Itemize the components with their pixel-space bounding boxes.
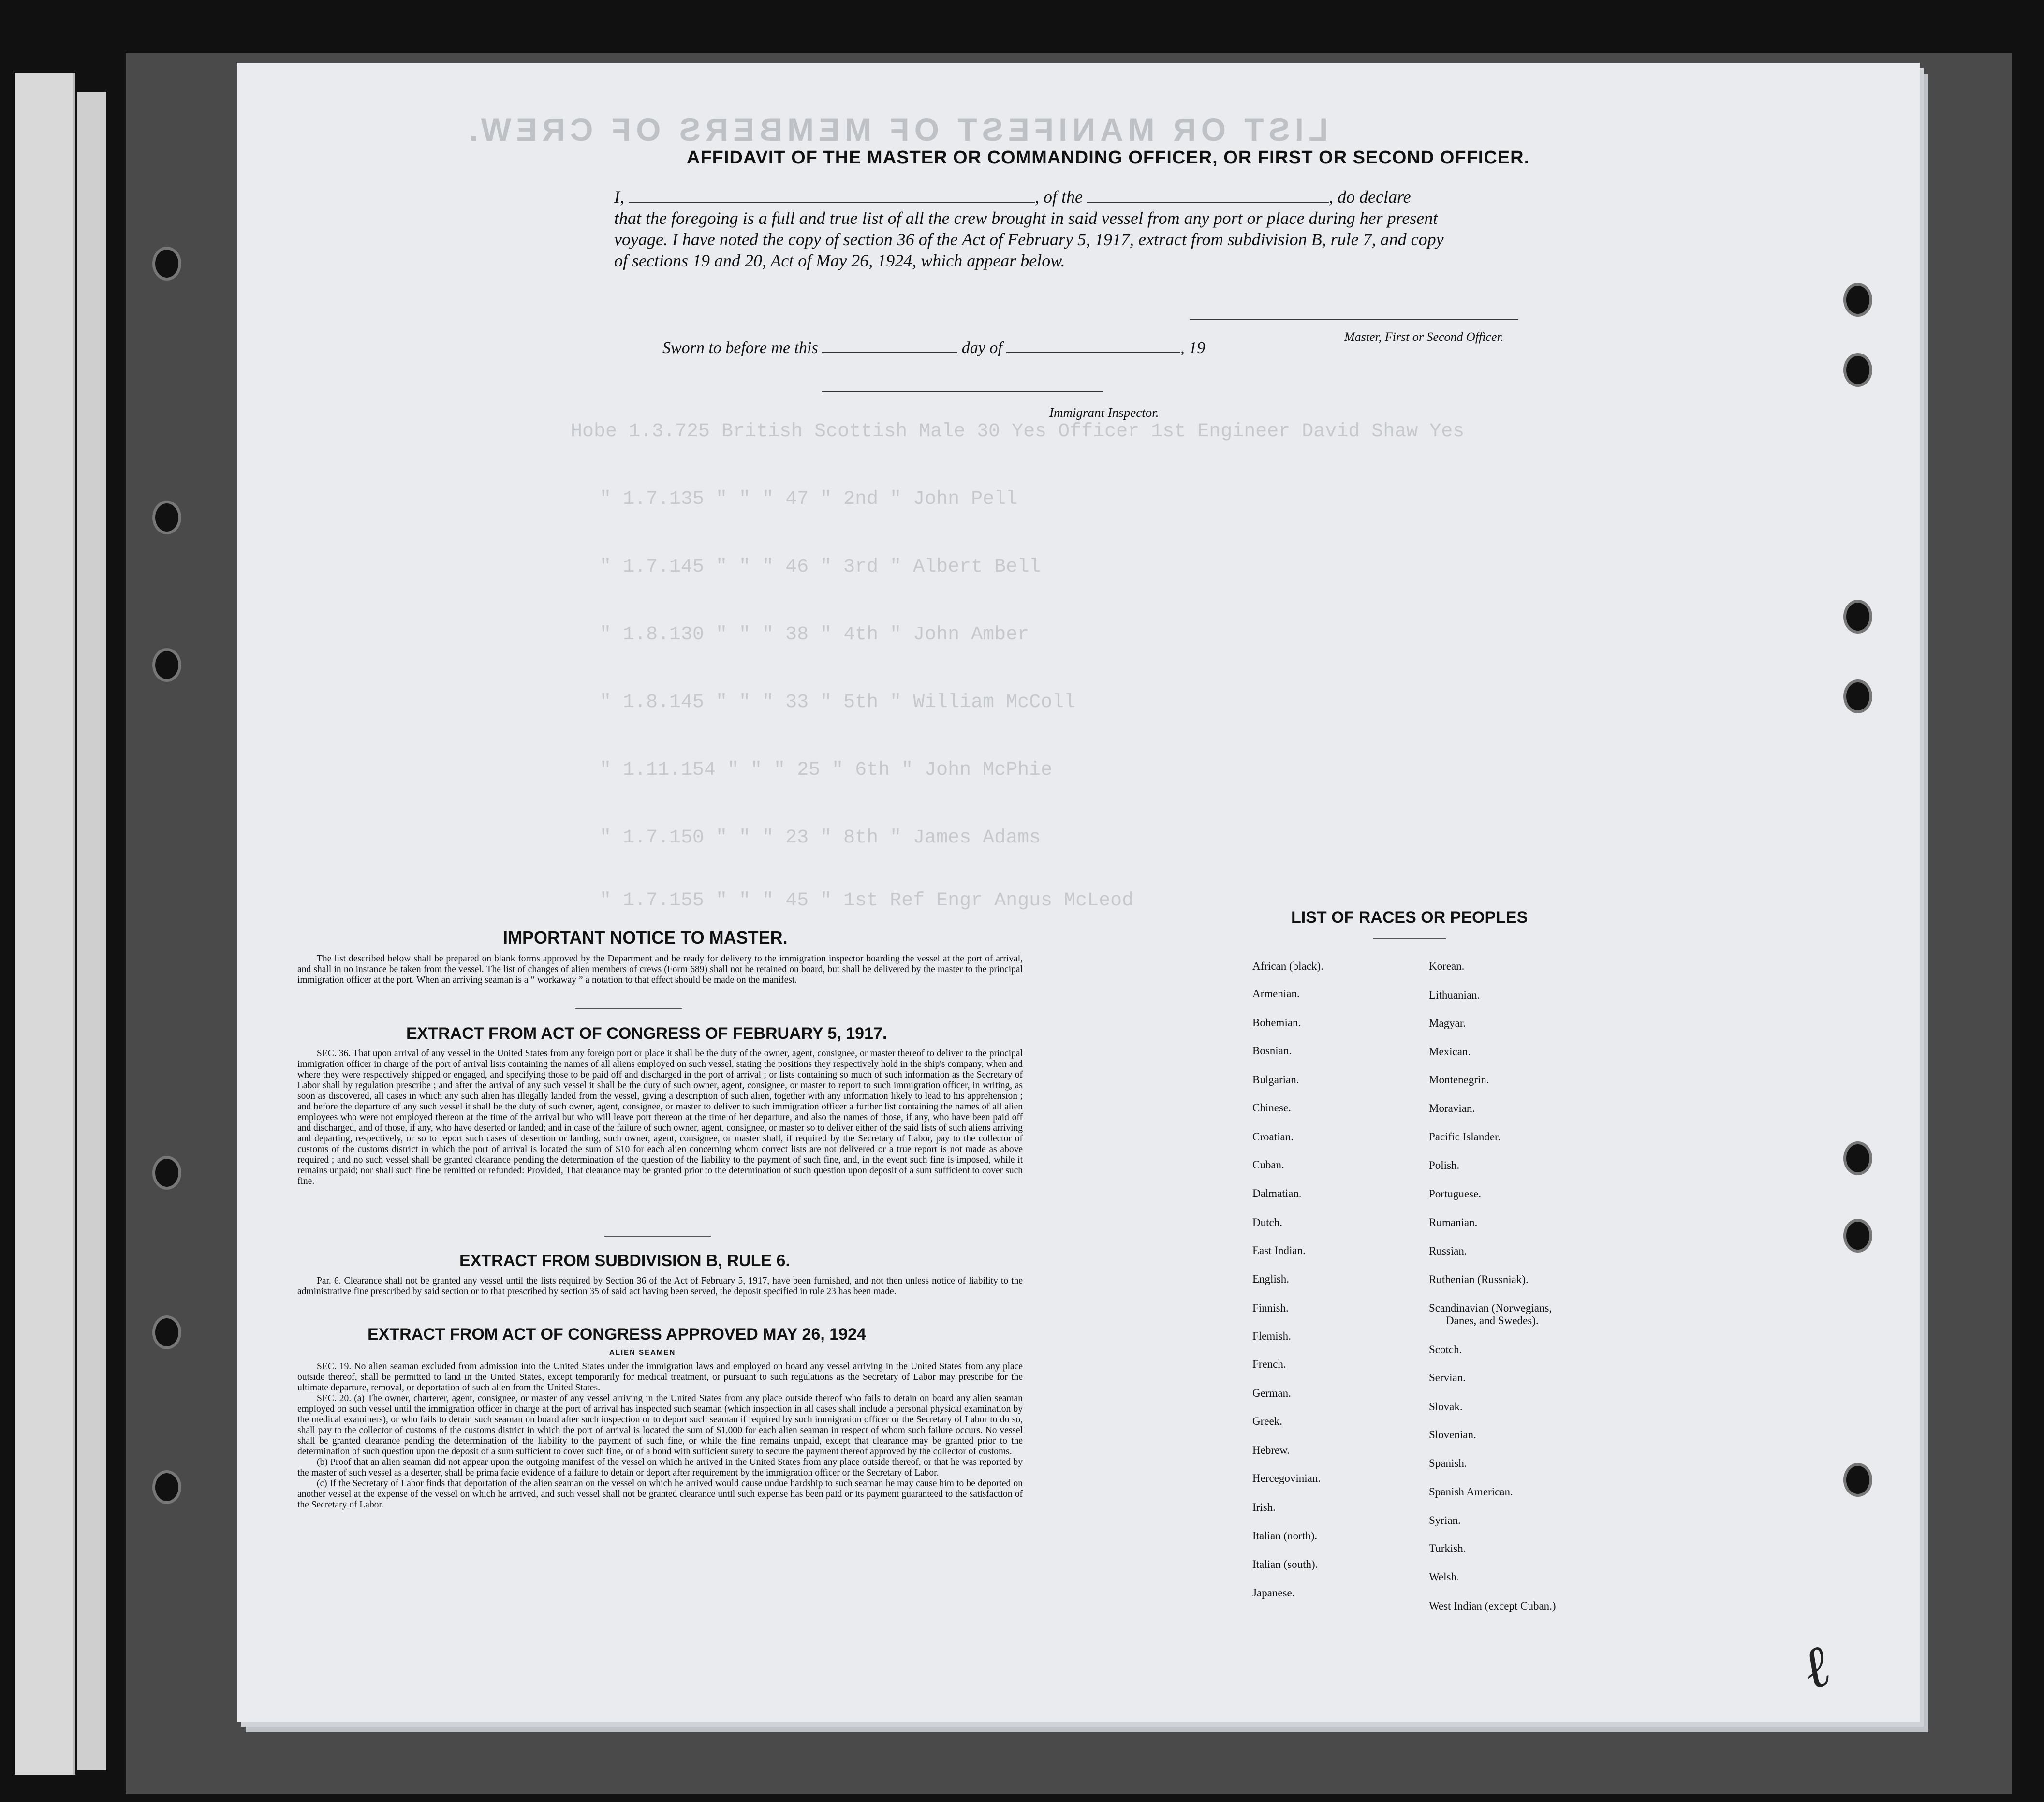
race-item: French. — [1252, 1358, 1286, 1370]
bleed-through-row: " 1.8.145 " " " 33 " 5th " William McColl — [600, 692, 1076, 713]
punch-hole — [152, 501, 181, 534]
bleed-through-row: " 1.7.155 " " " 45 " 1st Ref Engr Angus McLeod — [600, 890, 1134, 912]
sec20c-paragraph: (c) If the Secretary of Labor finds that deportation of the alien seaman on the vessel on which he arrived would cause undue hardship to such seaman he may cause him to be deported on another vessel at the expense of the vessel on which he arrived, and such vessel shall not be granted clearance until such expense has been paid or its payment guaranteed to the satisfaction of the Secretary of Labor. — [297, 1478, 1023, 1510]
affidavit-line3: voyage. I have noted the copy of section 36 of the Act of February 5, 1917, extract from subdivision B, rule 7, and copy — [614, 230, 1444, 249]
affidavit-title: AFFIDAVIT OF THE MASTER OR COMMANDING OFFICER, OR FIRST OR SECOND OFFICER. — [687, 148, 1530, 168]
race-item: Turkish. — [1429, 1542, 1466, 1554]
punch-hole — [1843, 1219, 1872, 1253]
punch-hole — [1843, 1141, 1872, 1175]
races-title: LIST OF RACES OR PEOPLES — [1291, 908, 1528, 927]
bleed-through-row: " 1.8.130 " " " 38 " 4th " John Amber — [600, 624, 1029, 646]
sworn-text-a: Sworn to before me this — [662, 339, 818, 357]
race-item: West Indian (except Cuban.) — [1429, 1600, 1556, 1612]
race-item: Slovenian. — [1429, 1429, 1476, 1441]
notice-text: The list described below shall be prepared on blank forms approved by the Department and be ready for delivery to the immigration inspector boarding the vessel at the port of arrival, and shall in no instance be taken from the vessel. The list of changes of alien members of crews (Form 689) shall not be retained on board, but shall be delivered by the master to the principal immigration officer at the port. When an arriving seaman is a “ workaway ” a notation to that effect should be made on the manifest. — [297, 954, 1023, 985]
binder-strip — [15, 73, 75, 1775]
sworn-text-b: day of — [961, 339, 1002, 357]
race-item: Japanese. — [1252, 1587, 1295, 1599]
master-signature-label: Master, First or Second Officer. — [1344, 330, 1504, 344]
affidavit-line1-mid: , of the — [1035, 187, 1083, 207]
race-item: Italian (north). — [1252, 1530, 1318, 1542]
race-item: Flemish. — [1252, 1330, 1291, 1342]
punch-hole — [152, 247, 181, 281]
race-item: Scandinavian (Norwegians, — [1429, 1302, 1552, 1314]
race-item: Korean. — [1429, 960, 1465, 972]
extract3-title: EXTRACT FROM ACT OF CONGRESS APPROVED MAY 26, 1924 — [368, 1325, 866, 1344]
affidavit-declaration — [614, 186, 1446, 271]
bleed-through-row: " 1.7.135 " " " 47 " 2nd " John Pell — [600, 488, 1018, 510]
master-name-field[interactable] — [629, 188, 1035, 203]
race-item: Ruthenian (Russniak). — [1429, 1273, 1529, 1285]
race-item: Armenian. — [1252, 988, 1300, 1000]
punch-hole — [152, 1315, 181, 1349]
race-item: Servian. — [1429, 1372, 1466, 1384]
race-item: Spanish American. — [1429, 1486, 1513, 1498]
sworn-month-field[interactable] — [1006, 339, 1180, 353]
sworn-text-c: , 19 — [1180, 339, 1206, 357]
extract2-title: EXTRACT FROM SUBDIVISION B, RULE 6. — [459, 1252, 790, 1270]
race-item: Slovak. — [1429, 1401, 1463, 1413]
divider — [604, 1236, 711, 1237]
affidavit-line1-end: , do declare — [1328, 187, 1411, 207]
punch-hole — [152, 648, 181, 682]
extract2-text: Par. 6. Clearance shall not be granted any vessel until the lists required by Section 36 of the Act of February 5, 1917, have been furnished, and not then unless notice of liability to the administrative fine prescribed by said section or to that prescribed by section 35 of said act having been served, the deposit specified in rule 23 has been made. — [297, 1276, 1023, 1297]
race-item: Welsh. — [1429, 1571, 1459, 1583]
race-item: Portuguese. — [1429, 1188, 1481, 1200]
race-item: Montenegrin. — [1429, 1074, 1489, 1086]
race-item: Lithuanian. — [1429, 989, 1480, 1001]
race-item: Italian (south). — [1252, 1558, 1318, 1570]
divider — [575, 1008, 682, 1009]
handwritten-mark: ℓ — [1793, 1633, 1838, 1702]
race-item: Spanish. — [1429, 1457, 1467, 1469]
race-item: Hercegovinian. — [1252, 1472, 1321, 1484]
race-item: Moravian. — [1429, 1102, 1475, 1114]
punch-hole — [1843, 283, 1872, 317]
extract3-text — [297, 1361, 1023, 1510]
race-item: Magyar. — [1429, 1017, 1466, 1029]
race-item: Greek. — [1252, 1415, 1282, 1427]
bleed-through-row: " 1.11.154 " " " 25 " 6th " John McPhie — [600, 759, 1053, 781]
race-item: German. — [1252, 1387, 1291, 1399]
extract1-title: EXTRACT FROM ACT OF CONGRESS OF FEBRUARY 5, 1917. — [406, 1024, 887, 1043]
affidavit-line2: that the foregoing is a full and true list of all the crew brought in said vessel from any port or place during her present — [614, 208, 1438, 228]
faint-stamp — [566, 1625, 624, 1654]
sec19-paragraph: SEC. 19. No alien seaman excluded from admission into the United States under the immigration laws and employed on board any vessel arriving in the United States from any place outside thereof, shall be permitted to land in the United States, except temporarily for medical treatment, or pursuant to such regulations as the Secretary of Labor may prescribe for the ultimate departure, removal, or deportation of such alien from the United States. — [297, 1361, 1023, 1393]
affidavit-line1-start: I, — [614, 187, 624, 207]
race-item: Danes, and Swedes). — [1446, 1315, 1539, 1327]
race-item: Croatian. — [1252, 1131, 1294, 1143]
alien-seamen-subtitle: ALIEN SEAMEN — [609, 1348, 676, 1357]
race-item: African (black). — [1252, 960, 1323, 972]
race-item: Bohemian. — [1252, 1017, 1301, 1029]
extract1-text: SEC. 36. That upon arrival of any vessel in the United States from any foreign port or place it shall be the duty of the owner, agent, consignee, or master thereof to deliver to the principal immigration officer in charge of the port of arrival lists containing the names of all aliens employed on such vessel, stating the positions they respectively hold in the ship's company, when and where they were respectively shipped or engaged, and specifying those to be paid off and discharged in the port of arrival ; or lists containing so much of such information as the Secretary of Labor shall by regulation prescribe ; and after the arrival of any such vessel it shall be the duty of such owner, agent, consignee, or master to report to such immigration officer, in writing, as soon as discovered, all cases in which any such alien has illegally landed from the vessel, giving a description of such alien, together with any information likely to lead to his apprehension ; and before the departure of any such vessel it shall be the duty of such owner, agent, consignee, or master to deliver to such immigration officer a further list containing the names of all alien employees who were not employed thereon at the time of the arrival but who will leave port thereon at the time of her departure, and also the names of those, if any, who have been paid off and discharged, and of those, if any, who have deserted or landed; and in case of the failure of such owner, agent, consignee, or master so to deliver either of the said lists of such aliens arriving and departing, respectively, or so to report such cases of desertion or landing, such owner, agent, consignee, or master shall, if required by the Secretary of Labor, pay to the collector of customs of the customs district in which the port of arrival is located the sum of $10 for each alien concerning whom correct lists are not delivered or a true report is not made as above required ; and no such vessel shall be granted clearance pending the determination of the question of the liability to the payment of such fine, and, in the event such fine is imposed, while it remains unpaid; nor shall such fine be remitted or refunded: Provided, That clearance may be granted prior to the determination of such question upon deposit of a sum sufficient to cover such fine. — [297, 1049, 1023, 1186]
punch-hole — [152, 1156, 181, 1190]
race-item: English. — [1252, 1273, 1290, 1285]
punch-hole — [1843, 1463, 1872, 1497]
vessel-name-field[interactable] — [1087, 188, 1329, 203]
sec20a-paragraph: SEC. 20. (a) The owner, charterer, agent, consignee, or master of any vessel arriving in the United States from any place outside thereof who fails to detain on board any alien seaman employed on such vessel until the immigration officer in charge at the port of arrival has inspected such seaman (which inspection in all cases shall include a personal physical examination by the medical examiners), or who fails to detain such seaman on board after such inspection or to deport such seaman if required by such immigration officer or the Secretary of Labor to do so, shall pay to the collector of customs of the customs district in which the port of arrival is located the sum of $1,000 for each alien seaman in respect of whom such failure occurs. No vessel shall be granted clearance pending the determination of the liability to the payment of such fine, or while the fine remains unpaid, except that clearance may be granted prior to the determination of such question upon the deposit of a sum sufficient to cover such fine, or of a bond with sufficient surety to secure the payment thereof approved by the collector of customs. — [297, 1393, 1023, 1457]
race-item: Bosnian. — [1252, 1045, 1292, 1057]
race-item: East Indian. — [1252, 1244, 1306, 1256]
race-item: Hebrew. — [1252, 1444, 1290, 1456]
bleed-through-row: " 1.7.145 " " " 46 " 3rd " Albert Bell — [600, 556, 1041, 578]
race-item: Cuban. — [1252, 1159, 1284, 1171]
race-item: Russian. — [1429, 1245, 1467, 1257]
race-item: Finnish. — [1252, 1302, 1289, 1314]
punch-hole — [1843, 353, 1872, 387]
race-item: Irish. — [1252, 1501, 1276, 1513]
sec20b-paragraph: (b) Proof that an alien seaman did not appear upon the outgoing manifest of the vessel on which he arrived in the United States from any place outside thereof, or that he was reported by the master of such vessel as a deserter, shall be prima facie evidence of a failure to detain or deport after requirement by the immigration officer or the Secretary of Labor. — [297, 1457, 1023, 1478]
inspector-signature-line[interactable] — [822, 391, 1103, 392]
binder-strip-inner — [77, 92, 106, 1770]
punch-hole — [152, 1470, 181, 1504]
bleed-through-row: Hobe 1.3.725 British Scottish Male 30 Yes Officer 1st Engineer David Shaw Yes — [571, 421, 1465, 443]
affidavit-line4: of sections 19 and 20, Act of May 26, 1924, which appear below. — [614, 251, 1065, 270]
race-item: Syrian. — [1429, 1514, 1461, 1526]
divider — [1373, 938, 1446, 939]
race-item: Rumanian. — [1429, 1216, 1478, 1228]
race-item: Pacific Islander. — [1429, 1131, 1501, 1143]
race-item: Mexican. — [1429, 1046, 1471, 1058]
bleed-through-title: LIST OR MANIFEST OF MEMBERS OF CREW. — [464, 112, 1328, 148]
sworn-statement — [662, 339, 1205, 357]
punch-hole — [1843, 679, 1872, 713]
sworn-day-field[interactable] — [822, 339, 957, 353]
race-item: Dutch. — [1252, 1216, 1282, 1228]
race-item: Dalmatian. — [1252, 1187, 1302, 1199]
notice-title: IMPORTANT NOTICE TO MASTER. — [503, 928, 788, 947]
bleed-through-row: " 1.7.150 " " " 23 " 8th " James Adams — [600, 827, 1041, 849]
race-item: Chinese. — [1252, 1102, 1291, 1114]
master-signature-line[interactable] — [1190, 319, 1518, 320]
race-item: Scotch. — [1429, 1344, 1462, 1356]
punch-hole — [1843, 600, 1872, 634]
race-item: Bulgarian. — [1252, 1074, 1299, 1086]
race-item: Polish. — [1429, 1159, 1460, 1171]
inspector-signature-label: Immigrant Inspector. — [1049, 405, 1159, 420]
